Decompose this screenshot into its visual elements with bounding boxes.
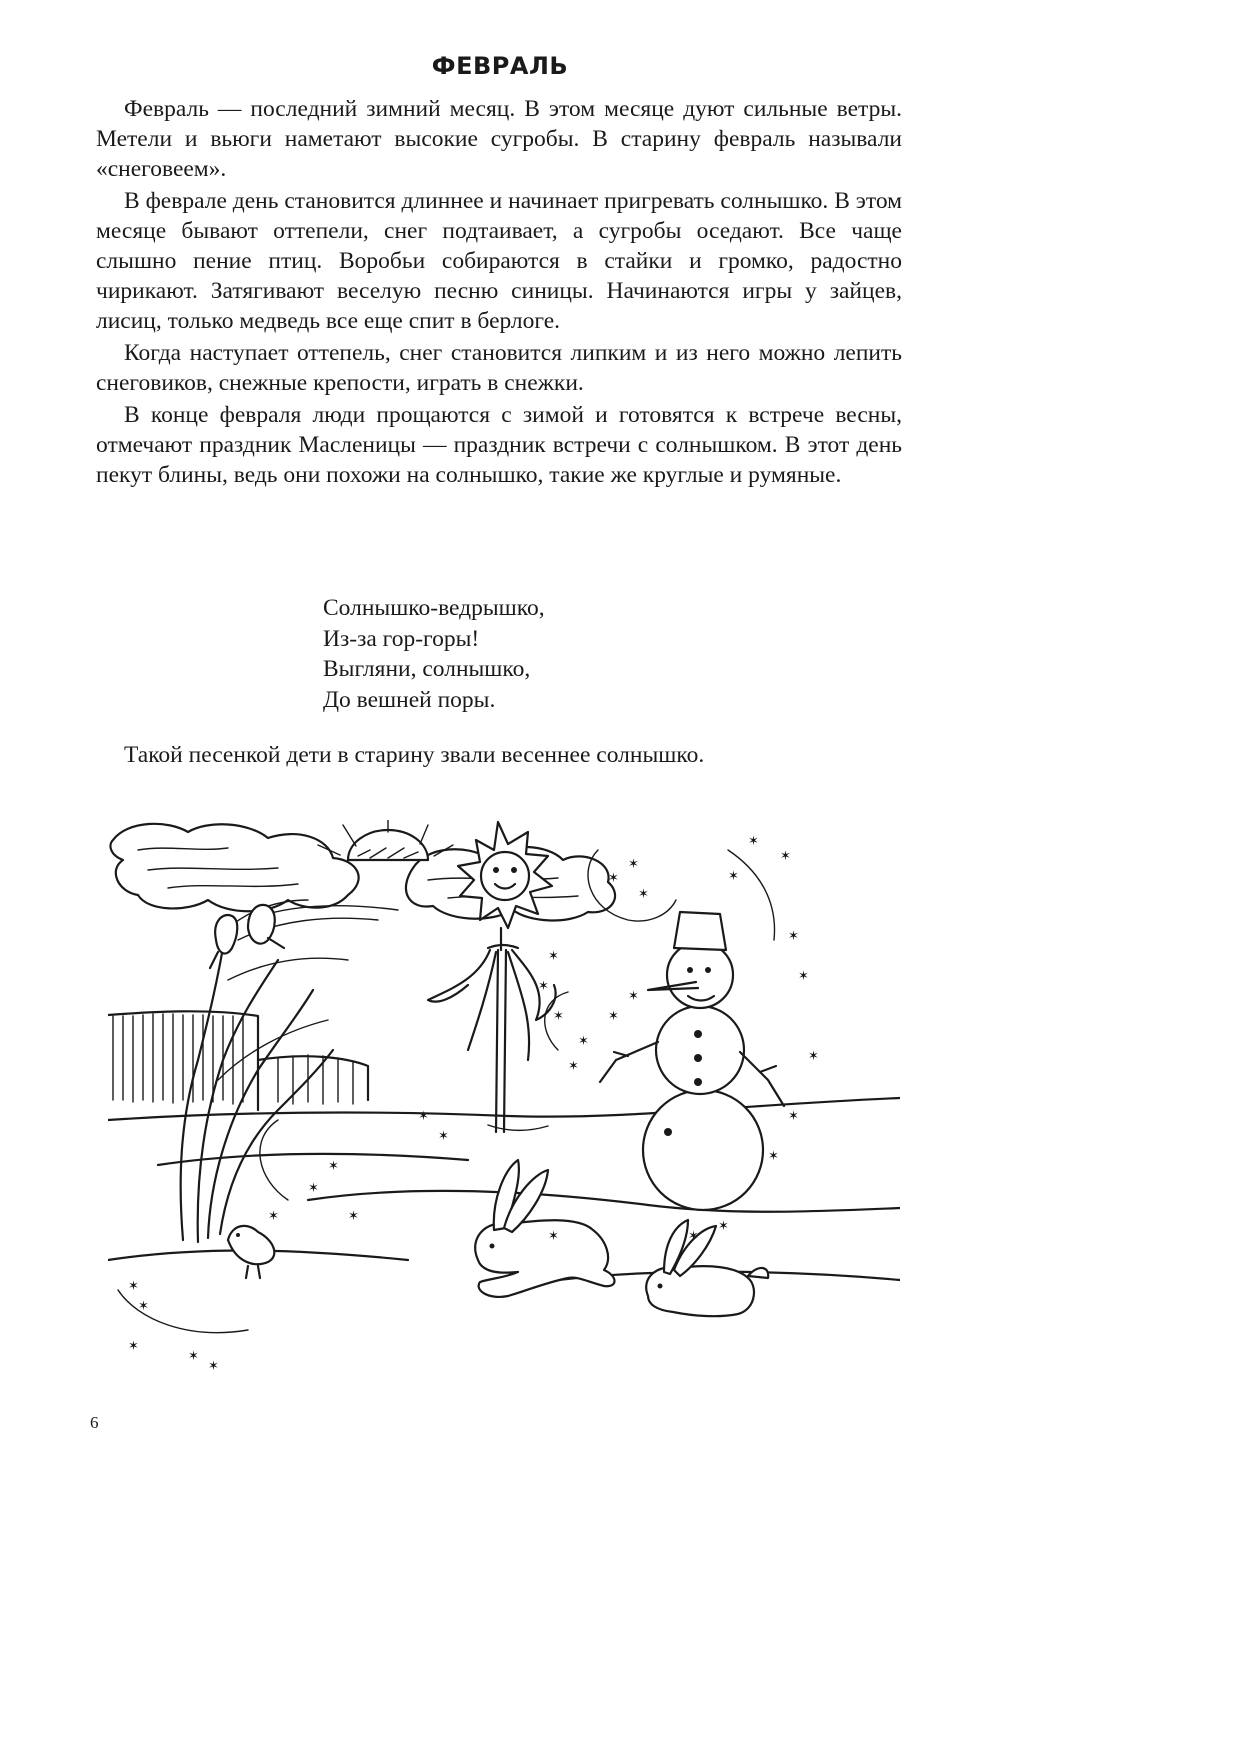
svg-text:✶: ✶: [188, 1349, 199, 1364]
paragraph: В конце февраля люди прощаются с зимой и готовятся к встрече весны, отмечают праздник Масленицы — праздник встречи с солнышком. В этот день пекут блины, ведь они похожи на солнышко, такие же круглые и румяные.: [96, 402, 902, 488]
winter-illustration: [108, 820, 900, 1390]
body-text: [96, 94, 902, 492]
svg-text:✶: ✶: [638, 887, 649, 902]
hare-sitting: [646, 1220, 768, 1316]
svg-text:✶: ✶: [628, 989, 639, 1004]
svg-text:✶: ✶: [608, 871, 619, 886]
svg-text:✶: ✶: [328, 1159, 339, 1174]
svg-text:✶: ✶: [748, 834, 759, 849]
sun: [318, 820, 453, 860]
svg-text:✶: ✶: [808, 1049, 819, 1064]
svg-text:✶: ✶: [728, 869, 739, 884]
svg-text:✶: ✶: [438, 1129, 449, 1144]
svg-text:✶: ✶: [548, 949, 559, 964]
hare-running: [475, 1160, 614, 1297]
cloud-left: [110, 824, 358, 911]
svg-text:✶: ✶: [128, 1339, 139, 1354]
paragraph: Когда наступает оттепель, снег становится липким и из него можно лепить снеговиков, снежные крепости, играть в снежки.: [96, 340, 902, 396]
poem-line: Из-за гор-горы!: [323, 625, 480, 652]
maslenitsa-effigy: [428, 822, 556, 1132]
poem-line: Солнышко-ведрышко,: [323, 595, 545, 621]
svg-text:✶: ✶: [608, 1009, 619, 1024]
svg-text:✶: ✶: [548, 1229, 559, 1244]
svg-text:✶: ✶: [768, 1149, 779, 1164]
svg-text:✶: ✶: [578, 1034, 589, 1049]
page-title: ФЕВРАЛЬ: [431, 52, 569, 80]
svg-text:✶: ✶: [798, 969, 809, 984]
svg-text:✶: ✶: [268, 1209, 279, 1224]
svg-text:✶: ✶: [208, 1359, 219, 1374]
svg-text:✶: ✶: [780, 849, 791, 864]
svg-text:✶: ✶: [128, 1279, 139, 1294]
svg-text:✶: ✶: [418, 1109, 429, 1124]
svg-text:✶: ✶: [788, 929, 799, 944]
svg-text:✶: ✶: [628, 857, 639, 872]
page-number: 6: [90, 1413, 99, 1432]
svg-text:✶: ✶: [348, 1209, 359, 1224]
svg-text:✶: ✶: [788, 1109, 799, 1124]
ground-bird: [228, 1226, 274, 1278]
svg-text:✶: ✶: [718, 1219, 729, 1234]
snowman: [600, 912, 784, 1210]
svg-text:✶: ✶: [308, 1181, 319, 1196]
poem: [323, 593, 545, 715]
svg-text:✶: ✶: [568, 1059, 579, 1074]
poem-line: До вешней поры.: [323, 686, 496, 713]
svg-text:✶: ✶: [138, 1299, 149, 1314]
paragraph: Февраль — последний зимний месяц. В этом месяце дуют сильные ветры. Метели и вьюги наметают высокие сугробы. В старину февраль называли «снеговеем».: [96, 96, 902, 182]
closing-line: Такой песенкой дети в старину звали весеннее солнышко.: [124, 742, 705, 768]
poem-line: Выгляни, солнышко,: [323, 656, 531, 682]
paragraph: В феврале день становится длиннее и начинает пригревать солнышко. В этом месяце бывают оттепели, снег подтаивает, а сугробы оседают. Все чаще слышно пение птиц. Воробьи собираются в стайки и громко, радостно чирикают. Затягивают веселую песню синицы. Начинаются игры у зайцев, лисиц, только медведь все еще спит в берлоге.: [96, 188, 902, 334]
svg-text:✶: ✶: [553, 1009, 564, 1024]
svg-text:✶: ✶: [688, 1229, 699, 1244]
svg-text:✶: ✶: [538, 979, 549, 994]
